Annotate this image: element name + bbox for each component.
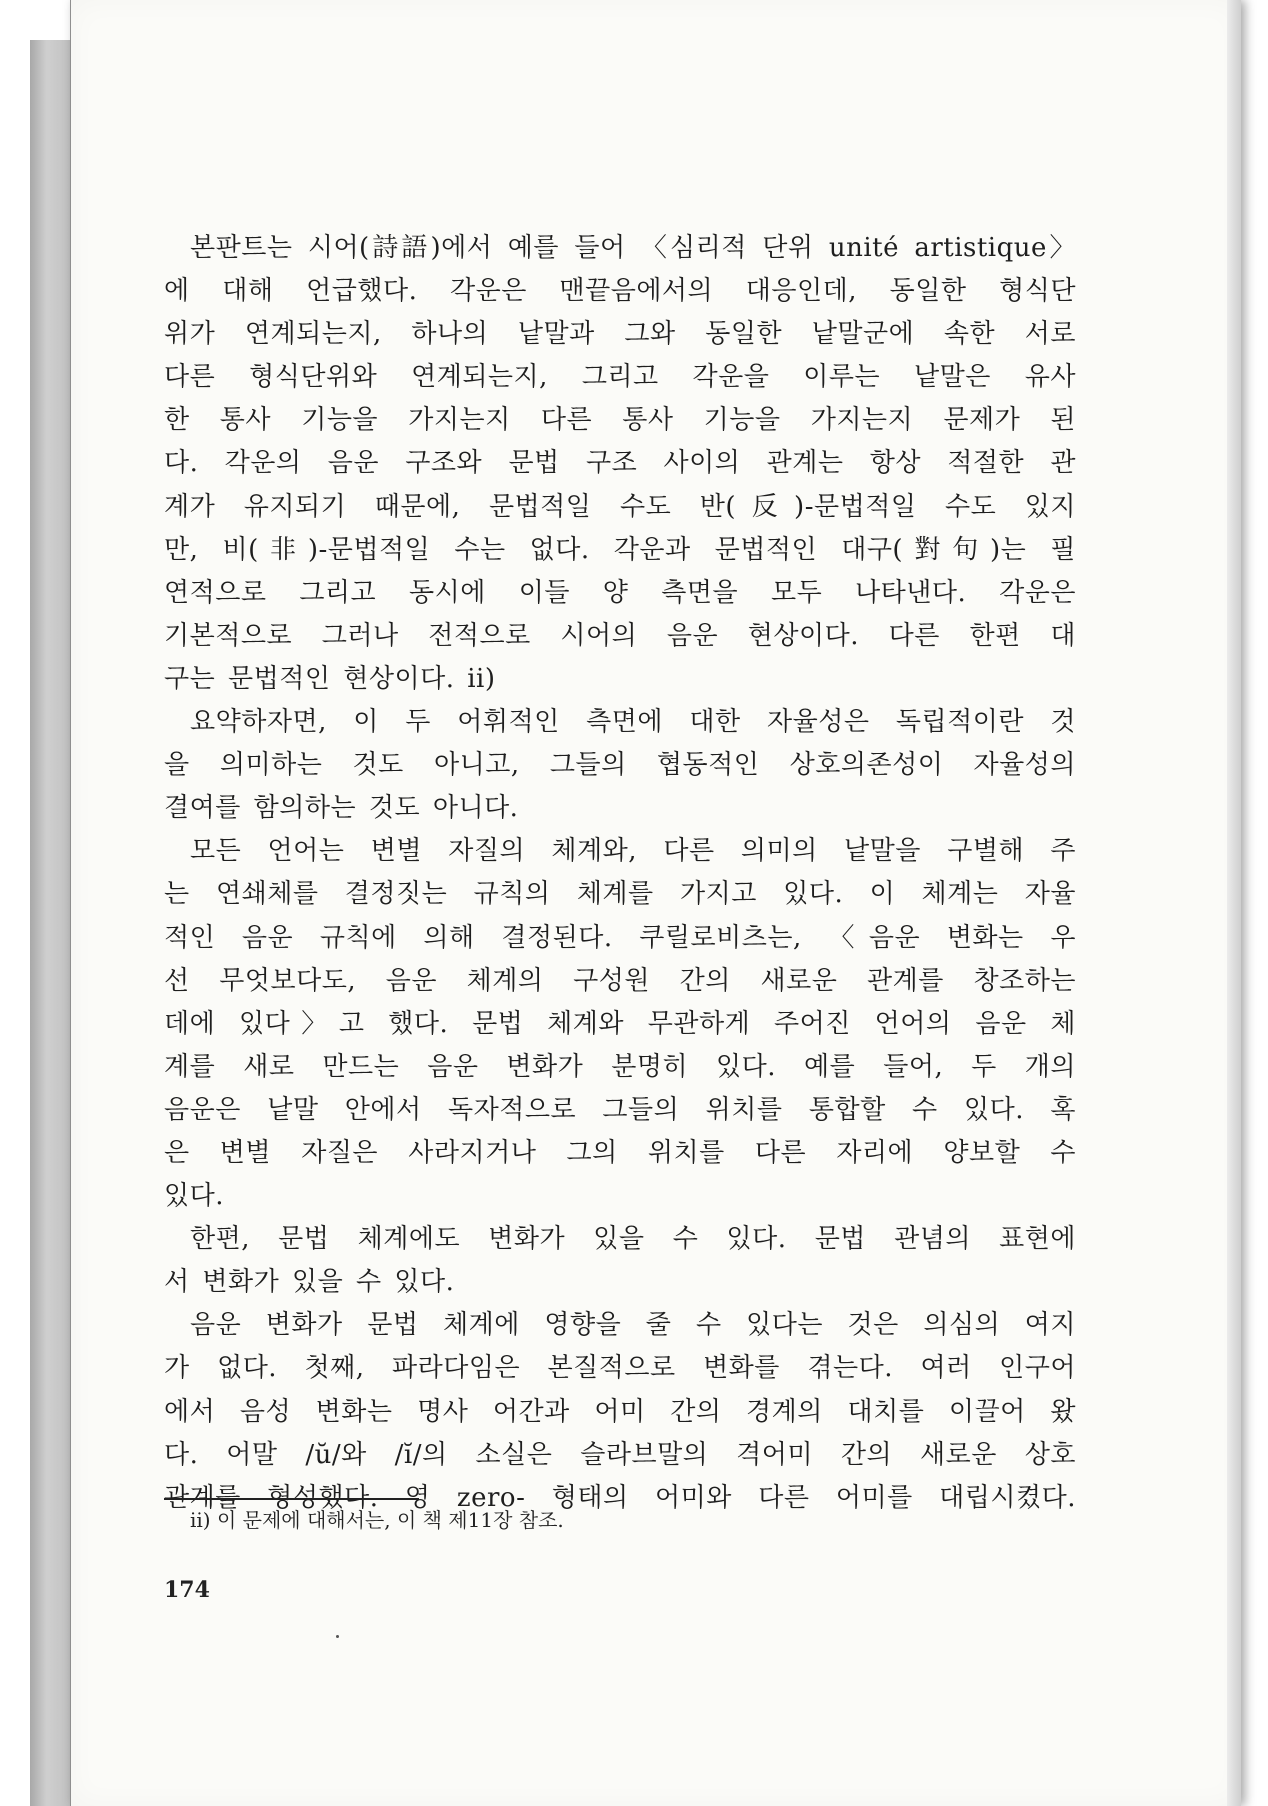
text-line: 구는 문법적인 현상이다. ii) bbox=[164, 663, 496, 694]
book-spine bbox=[30, 40, 73, 1806]
text-line: 한편, 문법 체계에도 변화가 있을 수 있다. 문법 관념의 표현에 bbox=[190, 1224, 1076, 1255]
text-line: 음운 변화가 문법 체계에 영향을 줄 수 있다는 것은 의심의 여지 bbox=[190, 1310, 1076, 1341]
text-line: 선 무엇보다도, 음운 체계의 구성원 간의 새로운 관계를 창조하는 bbox=[164, 965, 1076, 996]
text-line: 계를 새로 만드는 음운 변화가 분명히 있다. 예를 들어, 두 개의 bbox=[164, 1051, 1076, 1082]
text-line: 음운은 낱말 안에서 독자적으로 그들의 위치를 통합할 수 있다. 혹 bbox=[164, 1094, 1076, 1125]
text-line: 적인 음운 규칙에 의해 결정된다. 쿠릴로비츠는, 〈음운 변화는 우 bbox=[164, 922, 1076, 953]
text-line: 다. 어말 /ŭ/와 /ĭ/의 소실은 슬라브말의 격어미 간의 새로운 상호 bbox=[164, 1439, 1076, 1470]
text-line: 모든 언어는 변별 자질의 체계와, 다른 의미의 낱말을 구별해 주 bbox=[190, 836, 1076, 867]
text-line: 다른 형식단위와 연계되는지, 그리고 각운을 이루는 낱말은 유사 bbox=[164, 362, 1076, 393]
text-line: 에서 음성 변화는 명사 어간과 어미 간의 경계의 대치를 이끌어 왔 bbox=[164, 1396, 1076, 1427]
text-line: 요약하자면, 이 두 어휘적인 측면에 대한 자율성은 독립적이란 것 bbox=[190, 707, 1076, 738]
text-line: 는 연쇄체를 결정짓는 규칙의 체계를 가지고 있다. 이 체계는 자율 bbox=[164, 879, 1076, 910]
text-line: 을 의미하는 것도 아니고, 그들의 협동적인 상호의존성이 자율성의 bbox=[164, 750, 1076, 781]
text-line: 가 없다. 첫째, 파라다임은 본질적으로 변화를 겪는다. 여러 인구어 bbox=[164, 1353, 1076, 1384]
text-line: 다. 각운의 음운 구조와 문법 구조 사이의 관계는 항상 적절한 관 bbox=[164, 448, 1076, 479]
scan-speck bbox=[336, 1635, 339, 1638]
page-number: 174 bbox=[164, 1577, 210, 1603]
text-line: 서 변화가 있을 수 있다. bbox=[164, 1267, 455, 1298]
text-line: 은 변별 자질은 사라지거나 그의 위치를 다른 자리에 양보할 수 bbox=[164, 1137, 1076, 1168]
footnote-divider bbox=[164, 1498, 419, 1500]
text-line: 관계를 형성했다. 영 zero- 형태의 어미와 다른 어미를 대립시켰다. bbox=[164, 1482, 1076, 1513]
body-text bbox=[164, 227, 1076, 1520]
text-line: 있다. bbox=[164, 1181, 224, 1212]
text-line: 위가 연계되는지, 하나의 낱말과 그와 동일한 낱말군에 속한 서로 bbox=[164, 319, 1076, 350]
text-line: 결여를 함의하는 것도 아니다. bbox=[164, 793, 519, 824]
page-edge bbox=[1227, 0, 1241, 1806]
footnote: ii) 이 문제에 대해서는, 이 책 제11장 참조. bbox=[190, 1508, 564, 1532]
text-line: 계가 유지되기 때문에, 문법적일 수도 반(反)-문법적일 수도 있지 bbox=[164, 491, 1076, 522]
text-line: 기본적으로 그러나 전적으로 시어의 음운 현상이다. 다른 한편 대 bbox=[164, 620, 1076, 651]
text-line: 에 대해 언급했다. 각운은 맨끝음에서의 대응인데, 동일한 형식단 bbox=[164, 276, 1076, 307]
text-line: 한 통사 기능을 가지는지 다른 통사 기능을 가지는지 문제가 된 bbox=[164, 405, 1076, 436]
text-line: 본판트는 시어(詩語)에서 예를 들어 〈심리적 단위 unité artistique〉 bbox=[190, 233, 1076, 263]
text-line: 데에 있다〉고 했다. 문법 체계와 무관하게 주어진 언어의 음운 체 bbox=[164, 1008, 1076, 1039]
text-line: 만, 비(非)-문법적일 수는 없다. 각운과 문법적인 대구(對句)는 필 bbox=[164, 534, 1076, 565]
text-line: 연적으로 그리고 동시에 이들 양 측면을 모두 나타낸다. 각운은 bbox=[164, 577, 1076, 608]
